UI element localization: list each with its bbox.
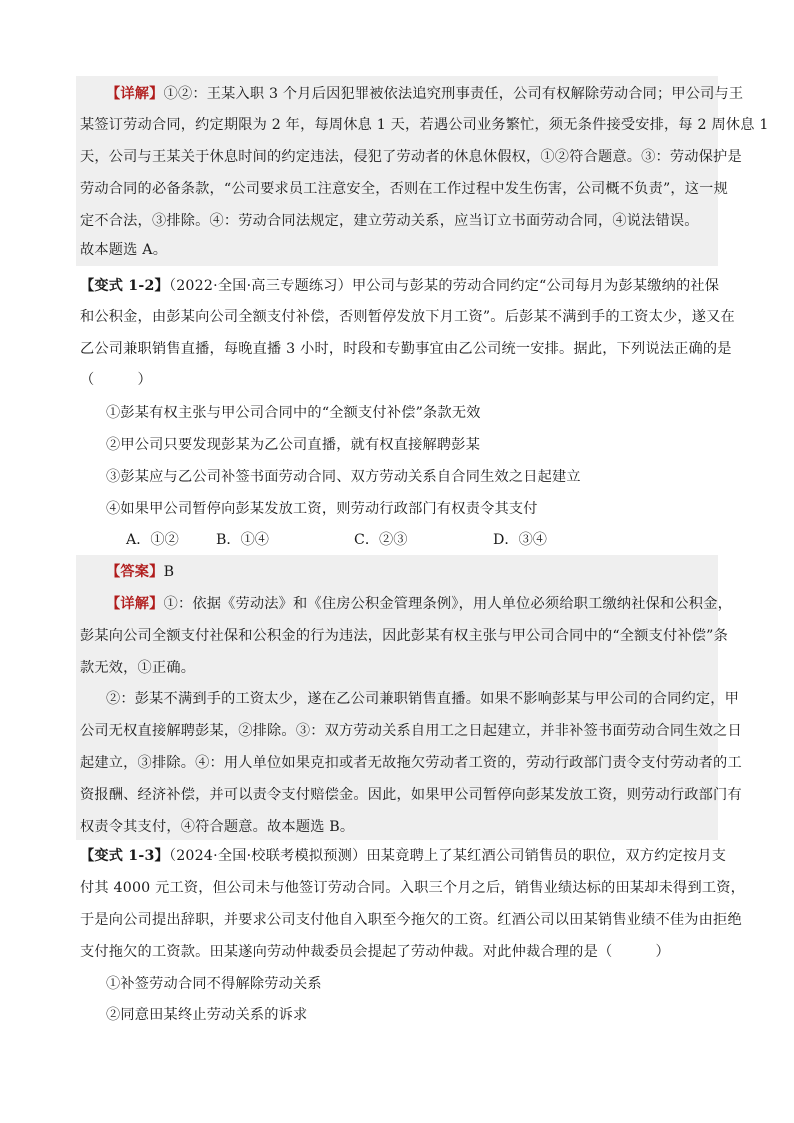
question-stem: 【变式 1-3】（2024·全国·校联考模拟预测）田某竟聘上了某红酒公司销售员的职位，双方约定按月支 (80, 848, 727, 864)
detail-line: 彭某向公司全额支付社保和公积金的行为违法，因此彭某有权主张与甲公司合同中的“全额支付补偿”条 (80, 628, 728, 644)
detail-line: 起建立，③排除。④：用人单位如果克扣或者无故拖欠劳动者工资的，劳动行政部门责令支付劳动者的工 (80, 755, 742, 771)
question-label: 【变式 1-3】 (80, 848, 169, 864)
statement-item: ③彭某应与乙公司补签书面劳动合同、双方劳动关系自合同生效之日起建立 (106, 469, 581, 485)
option-d: D．③④ (493, 532, 547, 548)
statement-item: ①彭某有权主张与甲公司合同中的“全额支付补偿”条款无效 (106, 405, 481, 421)
detail-line: 劳动合同的必备条款，“公司要求员工注意安全，否则在工作过程中发生伤害，公司概不负责”，这一规 (80, 181, 728, 197)
question-stem: 【变式 1-2】（2022·全国·高三专题练习）甲公司与彭某的劳动合同约定“公司每月为彭某缴纳的社保 (80, 278, 720, 294)
question-stem: 和公积金，由彭某向公司全额支付补偿，否则暂停发放下月工资”。后彭某不满到手的工资太少，遂又在 (80, 309, 735, 325)
question-stem: 支付拖欠的工资款。田某遂向劳动仲裁委员会提起了劳动仲裁。对此仲裁合理的是（ ） (80, 944, 670, 960)
detail-conclusion: 故本题选 A。 (80, 242, 168, 258)
question-stem: 于是向公司提出辞职，并要求公司支付他自入职至今拖欠的工资。红酒公司以田某销售业绩不佳为由拒绝 (80, 912, 742, 928)
answer-line (106, 562, 174, 582)
question-stem: 乙公司兼职销售直播，每晚直播 3 小时，时段和专勤事宜由乙公司统一安排。据此，下列说法正确的是 (80, 341, 732, 357)
detail-line: ②：彭某不满到手的工资太少，遂在乙公司兼职销售直播。如果不影响彭某与甲公司的合同约定，甲 (106, 691, 740, 707)
answer-label: 【答案】 (106, 564, 164, 580)
detail-label: 【详解】 (106, 86, 164, 102)
detail-line: 权责令其支付，④符合题意。故本题选 B。 (80, 819, 355, 835)
question-stem: 付其 4000 元工资，但公司未与他签订劳动合同。入职三个月之后，销售业绩达标的田某却未得到工资， (80, 880, 745, 896)
detail-line: 某签订劳动合同，约定期限为 2 年，每周休息 1 天，若遇公司业务繁忙，须无条件接受安排，每 2 周休息 1 (80, 117, 769, 133)
option-a: A．①② (126, 532, 179, 548)
statement-item: ①补签劳动合同不得解除劳动关系 (106, 976, 322, 992)
question-label: 【变式 1-2】 (80, 278, 169, 294)
detail-line: 天，公司与王某关于休息时间的约定违法，侵犯了劳动者的休息休假权，①②符合题意。③：劳动保护是 (80, 149, 742, 165)
option-c: C．②③ (354, 532, 408, 548)
detail-line: 定不合法，③排除。④：劳动合同法规定，建立劳动关系，应当订立书面劳动合同，④说法错误。 (80, 213, 699, 229)
statement-item: ②甲公司只要发现彭某为乙公司直播，就有权直接解聘彭某 (106, 437, 481, 453)
statement-item: ④如果甲公司暂停向彭某发放工资，则劳动行政部门有权责令其支付 (106, 501, 538, 517)
answer-blank: （ ） (80, 372, 152, 388)
detail-line: 公司无权直接解聘彭某，②排除。③：双方劳动关系自用工之日起建立，并非补签书面劳动合同生效之日 (80, 723, 742, 739)
detail-line: 资报酬、经济补偿，并可以责令支付赔偿金。因此，如果甲公司暂停向彭某发放工资，则劳动行政部门有 (80, 787, 742, 803)
detail-label: 【详解】 (106, 596, 164, 612)
option-b: B．①④ (216, 532, 269, 548)
detail-line: 【详解】①②：王某入职 3 个月后因犯罪被依法追究刑事责任，公司有权解除劳动合同；甲公司与王 (106, 86, 744, 102)
detail-shade-1 (76, 76, 718, 266)
detail-line: 【详解】①：依据《劳动法》和《住房公积金管理条例》，用人单位必须给职工缴纳社保和公积金， (106, 596, 732, 612)
answer-value: B (163, 564, 175, 580)
statement-item: ②同意田某终止劳动关系的诉求 (106, 1007, 308, 1023)
detail-line: 款无效，①正确。 (80, 660, 196, 676)
